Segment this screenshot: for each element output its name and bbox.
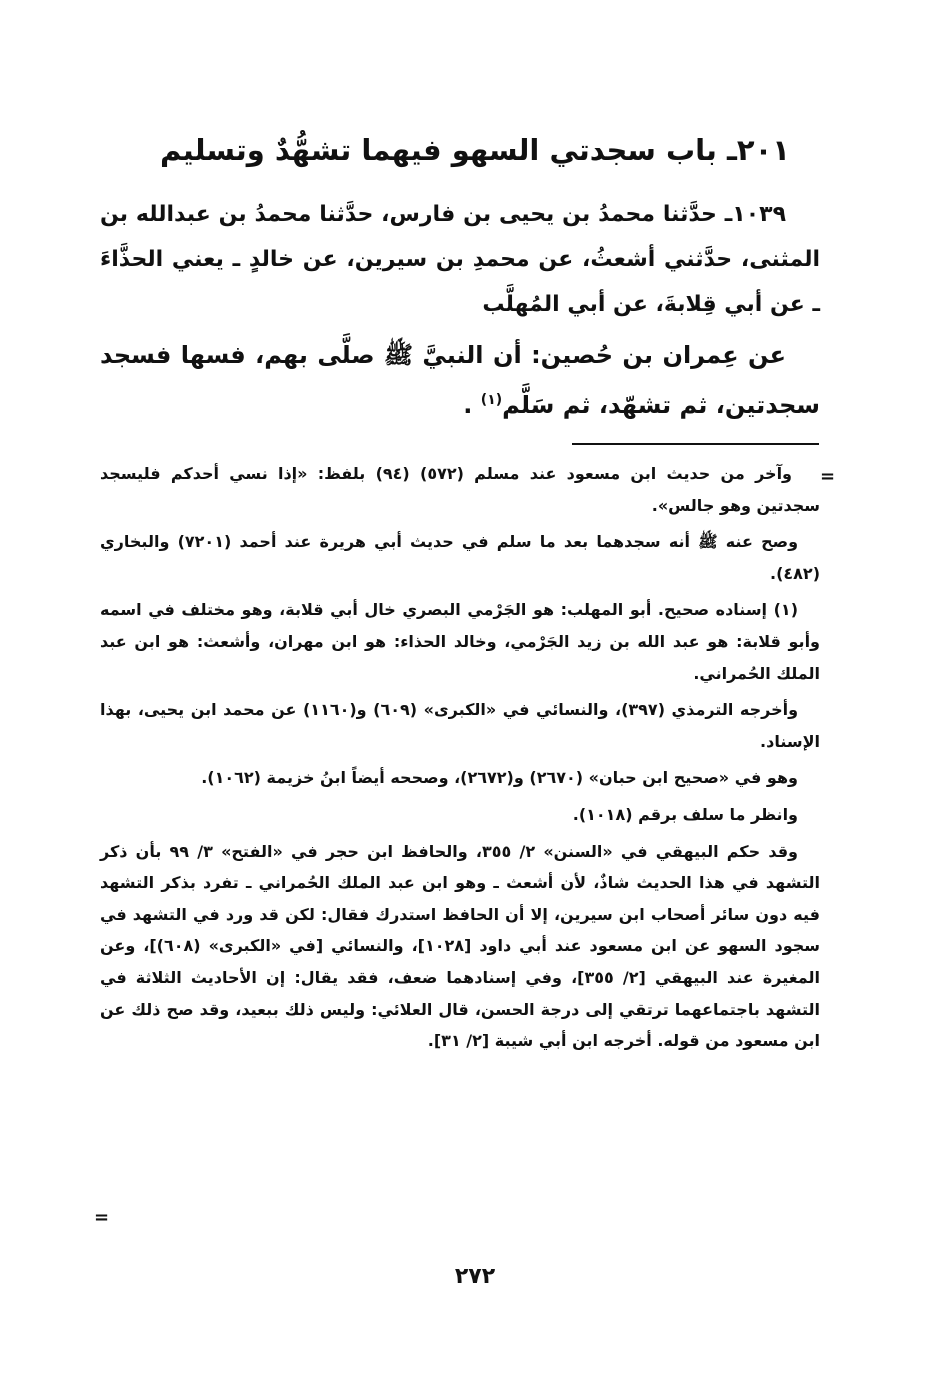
footnotes-section xyxy=(100,458,820,1057)
footnote-paragraph: وهو في «صحيح ابن حبان» (٢٦٧٠) و(٢٦٧٢)، وصححه أيضاً ابنُ خزيمة (١٠٦٢). xyxy=(201,768,798,788)
footnote-paragraph: وصح عنه ﷺ أنه سجدهما بعد ما سلم في حديث أبي هريرة عند أحمد (٧٢٠١) والبخاري (٤٨٢). xyxy=(100,532,820,583)
footnote-paragraph: وآخر من حديث ابن مسعود عند مسلم (٥٧٢) (٩٤) بلفظ: «إذا نسي أحدكم فليسجد سجدتين وهو جالس». xyxy=(100,464,820,515)
footnote-divider xyxy=(572,443,819,445)
chapter-title: ٢٠١ـ باب سجدتي السهو فيهما تشهُّدٌ وتسليم xyxy=(159,133,791,167)
continuation-mark-bottom: = xyxy=(94,1207,110,1228)
footnote-reference: (١) xyxy=(480,392,503,408)
footnote-paragraph: وقد حكم البيهقي في «السنن» ٢/ ٣٥٥، والحافظ ابن حجر في «الفتح» ٣/ ٩٩ بأن ذكر التشهد في هذا الحديث شاذٌ، لأن أشعث ـ وهو ابن عبد الملك الحُمراني ـ تفرد بذكر التشهد فيه دون سائر أصحاب ابن سيرين، إلا أن الحافظ استدرك فقال: لكن قد ورد في التشهد في سجود السهو عن ابن مسعود عند أبي داود [١٠٢٨]، والنسائي [في «الكبرى» (٦٠٨)]، وعن المغيرة عند البيهقي [٢/ ٣٥٥]، وفي إسنادهما ضعف، فقد يقال: إن الأحاديث الثلاثة في التشهد باجتماعهما ترتقي إلى درجة الحسن، قال العلائي: وليس ذلك ببعيد، وقد صح ذلك عن ابن مسعود من قوله. أخرجه ابن أبي شيبة [٢/ ٣١]. xyxy=(100,841,821,1051)
hadith-isnad: ١٠٣٩ـ حدَّثنا محمدُ بن يحيى بن فارس، حدَّثنا محمدُ بن عبدالله بن المثنى، حدَّثني أشعثُ، عن محمدِ بن سيرين، عن خالدٍ ـ يعني الحذَّاءَ ـ عن أبي قِلابةَ، عن أبي المُهلَّب xyxy=(100,202,820,317)
hadith-matn xyxy=(100,330,820,430)
footnote-paragraph: (١) إسناده صحيح. أبو المهلب: هو الجَرْمي البصري خال أبي قلابة، وهو مختلف في اسمه وأبو قلابة: هو عبد الله بن زيد الجَرْمي، وخالد الحذاء: هو ابن مهران، وأشعث: هو ابن عبد الملك الحُمراني. xyxy=(100,600,820,683)
hadith-matn-end: . xyxy=(463,391,473,419)
footnote-paragraph: وانظر ما سلف برقم (١٠١٨). xyxy=(572,804,798,824)
hadith-matn-text: عن عِمران بن حُصين: أن النبيَّ ﷺ صلَّى بهم، فسها فسجد سجدتين، ثم تشهّد، ثم سَلَّم xyxy=(100,341,820,419)
page-number: ٢٧٢ xyxy=(454,1264,496,1289)
footnote-paragraph: وأخرجه الترمذي (٣٩٧)، والنسائي في «الكبرى» (٦٠٩) و(١١٦٠) عن محمد ابن يحيى، بهذا الإسناد. xyxy=(100,700,820,751)
continuation-mark-top: = xyxy=(820,466,836,487)
